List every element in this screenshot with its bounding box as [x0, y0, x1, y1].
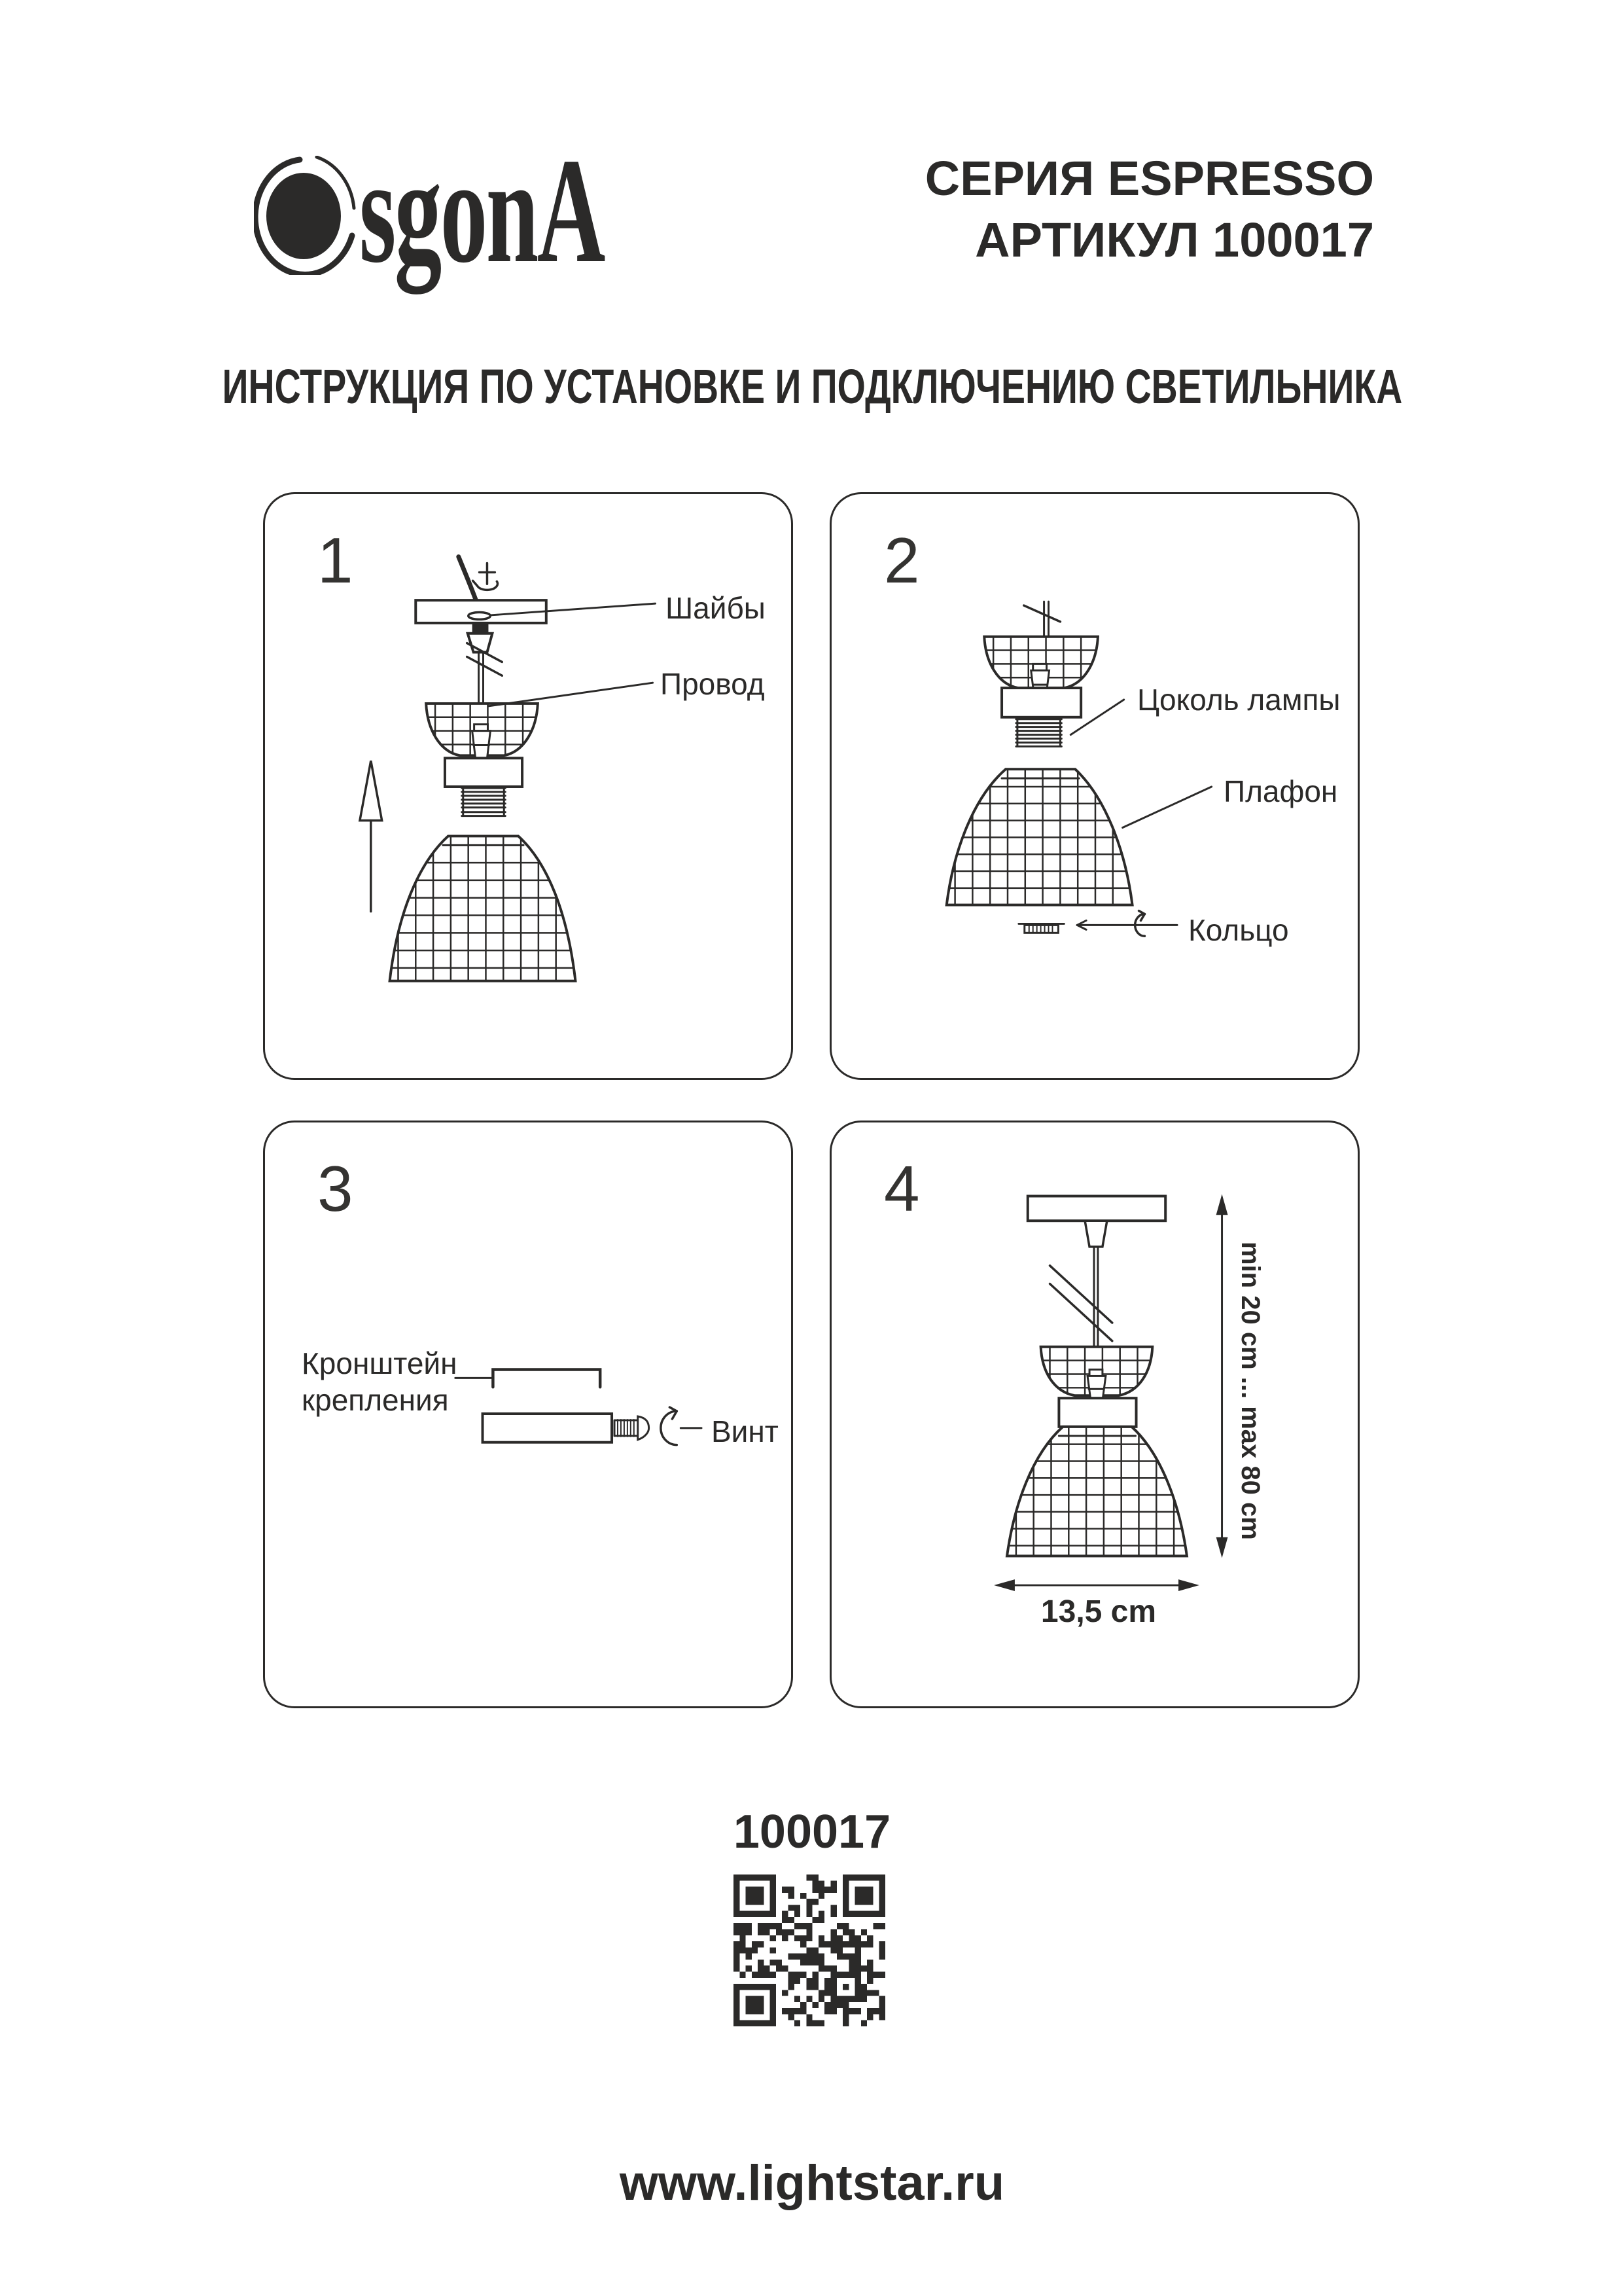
header-product-info — [925, 148, 1374, 271]
label-width: 13,5 cm — [1040, 1594, 1157, 1629]
screw-rotation-icon — [473, 564, 498, 590]
step-number: 1 — [317, 524, 353, 596]
cord-break-mark — [1024, 605, 1061, 622]
rotation-arrow-icon — [661, 1407, 677, 1445]
step-panel-4 — [830, 1121, 1360, 1708]
ring-part — [1019, 924, 1064, 933]
thread — [1016, 719, 1061, 747]
page-title: ИНСТРУКЦИЯ ПО УСТАНОВКЕ И ПОДКЛЮЧЕНИЮ СВЕТИЛЬНИКА — [222, 359, 1402, 414]
series-label: СЕРИЯ ESPRESSO — [925, 151, 1374, 206]
width-dimension-line — [994, 1579, 1199, 1591]
step-number: 2 — [884, 524, 920, 596]
bar-part — [483, 1414, 612, 1443]
leader-line-wire — [488, 683, 652, 706]
rotation-arrow-icon — [1135, 911, 1145, 937]
step-number: 3 — [317, 1153, 353, 1225]
cord-break-mark — [1050, 1266, 1112, 1323]
height-dimension-line — [1216, 1194, 1228, 1558]
socket-band — [1002, 688, 1081, 717]
label-washers: Шайбы — [665, 591, 766, 625]
qr-code — [733, 1874, 885, 2026]
shade — [390, 836, 576, 980]
label-shade: Плафон — [1224, 774, 1338, 808]
step-panel-3 — [263, 1121, 793, 1708]
socket-band — [445, 758, 522, 787]
cord-grip — [472, 623, 489, 634]
thread — [462, 788, 506, 816]
label-wire: Провод — [660, 667, 765, 701]
left-arrow-line — [1077, 920, 1177, 929]
label-bracket: Кронштейн крепления — [302, 1346, 457, 1417]
osgona-logo-icon — [254, 156, 356, 275]
footer-article-number: 100017 — [733, 1806, 891, 1858]
osgona-logo-text: sgonA — [359, 127, 604, 294]
leader-line-shade — [1123, 787, 1212, 828]
label-ring: Кольцо — [1188, 913, 1289, 947]
ceiling-plate — [1028, 1196, 1165, 1221]
up-arrow-icon — [360, 761, 382, 911]
label-height-range: min 20 cm ... max 80 cm — [1236, 1242, 1265, 1540]
step-panel-1 — [263, 492, 793, 1080]
washer — [468, 612, 491, 619]
socket-band — [1059, 1398, 1136, 1427]
label-lamp-socket: Цоколь лампы — [1137, 683, 1341, 717]
website-url: www.lightstar.ru — [619, 2155, 1005, 2211]
label-screw: Винт — [711, 1414, 779, 1448]
step-number: 4 — [884, 1153, 920, 1225]
step-panel-2 — [830, 492, 1360, 1080]
bracket-part — [493, 1370, 600, 1388]
lamp-holder — [1033, 664, 1047, 670]
article-label: АРТИКУЛ 100017 — [975, 213, 1374, 267]
screw-part — [614, 1416, 649, 1440]
